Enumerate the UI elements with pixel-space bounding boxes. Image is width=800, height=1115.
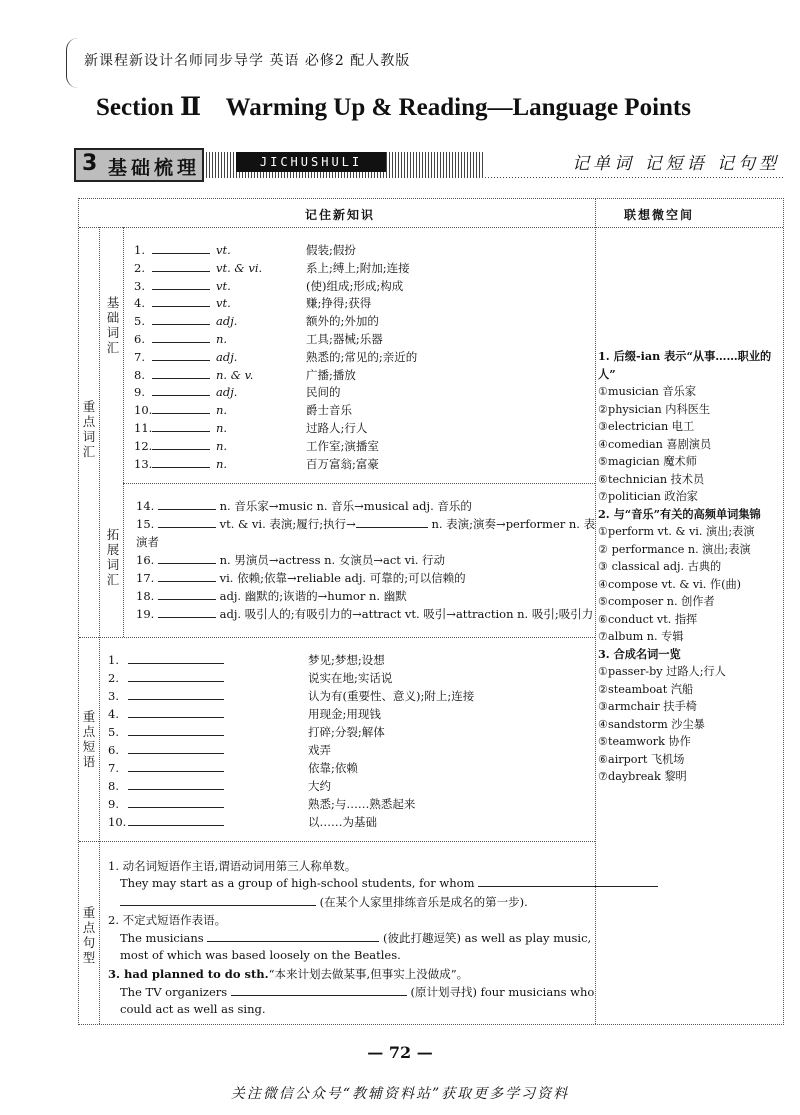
side-note-item: ①perform vt. & vi. 演出;表演 [598, 525, 755, 538]
basic-word-row [134, 384, 341, 400]
section-banner [74, 148, 784, 186]
part-of-speech: n. [216, 438, 228, 453]
item-number: 4. [108, 707, 119, 721]
word-meaning: 系上;缚上;附加;连接 [306, 260, 410, 275]
answer-blank[interactable] [152, 457, 210, 468]
side-note-item: ⑦politician 政治家 [598, 490, 698, 503]
part-of-speech: adj. [216, 385, 238, 400]
side-note-item: ①passer-by 过路人;行人 [598, 665, 726, 678]
side-note-item: ⑥conduct vt. 指挥 [598, 612, 698, 626]
footer-notice: 关注微信公众号“教辅资料站”获取更多学习资料 [230, 1086, 570, 1102]
side-note-item: ⑤teamwork 协作 [598, 735, 691, 748]
book-title: 新课程新设计名师同步导学 英语 必修2 配人教版 [84, 53, 411, 69]
item-number: 7. [134, 349, 145, 364]
answer-blank[interactable] [128, 743, 224, 754]
answer-blank[interactable] [207, 931, 379, 942]
phrase-row [108, 796, 415, 812]
phrase-row [108, 724, 385, 740]
answer-blank[interactable] [152, 368, 210, 379]
sentence-2-title: 2. 不定式短语作表语。 [108, 913, 227, 927]
answer-blank[interactable] [128, 689, 224, 700]
col-header-main: 记住新知识 [305, 208, 376, 222]
side-note-item: ③electrician 电工 [598, 420, 695, 433]
answer-blank[interactable] [128, 725, 224, 736]
item-number: 4. [134, 296, 145, 311]
side-note-item: ④comedian 喜剧演员 [598, 437, 712, 451]
basic-word-row [134, 278, 403, 294]
phrase-row [108, 814, 377, 830]
phrase-row [108, 688, 474, 704]
phrase-meaning: 以……为基础 [308, 815, 377, 829]
word-meaning: 赚;挣得;获得 [306, 296, 372, 311]
banner-pinyin: JICHUSHULI [236, 152, 386, 172]
phrase-meaning: 打碎;分裂;解体 [308, 725, 385, 739]
side-note-item: ①musician 音乐家 [598, 385, 697, 398]
side-note-item: ③ classical adj. 古典的 [598, 560, 722, 573]
answer-blank[interactable] [152, 279, 210, 290]
answer-blank[interactable] [158, 607, 216, 618]
phrase-meaning: 说实在地;实话说 [308, 671, 393, 685]
item-number: 8. [134, 367, 145, 382]
answer-blank[interactable] [128, 815, 224, 826]
part-of-speech: vt. [216, 296, 231, 311]
word-meaning: (使)组成;形成;构成 [306, 278, 404, 293]
item-number: 7. [108, 761, 119, 775]
ext-word-16: 16. n. 男演员→actress n. 女演员→act vi. 行动 [136, 553, 446, 567]
answer-blank[interactable] [152, 332, 210, 343]
basic-word-row [134, 313, 379, 329]
label-key-sentences: 重点句型 [82, 905, 96, 965]
side-note-item: ③armchair 扶手椅 [598, 700, 697, 713]
item-number: 3. [134, 278, 145, 293]
side-note-item: ②physician 内科医生 [598, 402, 711, 416]
item-number: 2. [108, 671, 119, 685]
word-meaning: 额外的;外加的 [306, 314, 379, 329]
sentence-1-title: 1. 动名词短语作主语,谓语动词用第三人称单数。 [108, 859, 357, 873]
sentence-3-line2: could act as well as sing. [120, 1002, 266, 1016]
phrase-meaning: 依靠;依赖 [308, 761, 358, 775]
side-note-item: ⑤magician 魔术师 [598, 455, 697, 468]
answer-blank[interactable] [158, 571, 216, 582]
part-of-speech: n. [216, 332, 228, 346]
side-note-item: ② performance n. 演出;表演 [598, 542, 751, 556]
answer-blank[interactable] [152, 421, 210, 432]
sentence-2-line1: The musicians (彼此打趣逗笑) as well as play music, [120, 931, 592, 945]
item-number: 10. [134, 403, 153, 418]
word-meaning: 百万富翁;富豪 [306, 456, 379, 471]
item-number: 5. [134, 314, 145, 329]
label-ext-vocab: 拓展词汇 [106, 527, 120, 587]
answer-blank[interactable] [152, 261, 210, 272]
side-note-item: ②steamboat 汽船 [598, 682, 694, 696]
ext-word-14: 14. n. 音乐家→music n. 音乐→musical adj. 音乐的 [136, 499, 472, 513]
answer-blank[interactable] [152, 385, 210, 396]
phrase-meaning: 戏弄 [308, 743, 331, 757]
item-number: 13. [134, 456, 153, 471]
page-number: — 72 — [367, 1043, 433, 1062]
answer-blank[interactable] [128, 797, 224, 808]
word-meaning: 民间的 [306, 385, 341, 400]
item-number: 6. [108, 743, 119, 757]
answer-blank[interactable] [128, 653, 224, 664]
phrase-row [108, 760, 358, 776]
part-of-speech: vt. [216, 278, 231, 293]
ext-word-15-cont: 演者 [136, 535, 159, 549]
sentence-2-line2: most of which was based loosely on the Beatles. [120, 948, 401, 962]
basic-word-row [134, 367, 356, 383]
answer-blank[interactable] [152, 314, 210, 325]
basic-word-row [134, 402, 352, 418]
item-number: 8. [108, 779, 119, 793]
basic-word-row [134, 242, 356, 258]
banner-subtitle: 记单词 记短语 记句型 [484, 151, 784, 177]
answer-blank[interactable] [128, 761, 224, 772]
phrase-meaning: 用现金;用现钱 [308, 707, 381, 721]
word-meaning: 假装;假扮 [306, 243, 356, 257]
basic-word-row [134, 331, 383, 347]
answer-blank[interactable] [478, 876, 658, 887]
part-of-speech: n. & v. [216, 367, 254, 382]
word-meaning: 过路人;行人 [306, 421, 368, 435]
side-note-item: ⑦daybreak 黎明 [598, 770, 687, 783]
sentence-3-line1: The TV organizers (原计划寻找) four musicians who [120, 985, 595, 999]
section-title: Section Ⅱ Warming Up & Reading—Language Points [96, 94, 691, 121]
word-meaning: 熟悉的;常见的;亲近的 [306, 349, 418, 364]
ext-word-19: 19. adj. 吸引人的;有吸引力的→attract vt. 吸引→attraction n. 吸引;吸引力 [136, 607, 594, 621]
side-note-item: ④compose vt. & vi. 作(曲) [598, 577, 742, 591]
side-note-heading: 1. 后缀-ian 表示“从事……职业的人” [598, 349, 772, 381]
banner-title: 基础梳理 [108, 157, 201, 179]
answer-blank[interactable] [231, 985, 407, 996]
label-key-vocab: 重点词汇 [82, 399, 96, 459]
side-note-item: ⑥technician 技术员 [598, 472, 705, 486]
ext-word-15: 15. vt. & vi. 表演;履行;执行→ n. 表演;演奏→performer n. 表 [136, 517, 596, 531]
side-note-item: ⑦album n. 专辑 [598, 630, 684, 643]
phrase-row [108, 652, 385, 668]
word-meaning: 工具;器械;乐器 [306, 332, 383, 346]
side-notes [598, 348, 778, 786]
answer-blank[interactable] [152, 403, 210, 414]
basic-word-row [134, 295, 371, 311]
basic-word-row [134, 456, 379, 472]
item-number: 5. [108, 725, 119, 739]
phrase-meaning: 熟悉;与……熟悉起来 [308, 797, 416, 811]
answer-blank[interactable] [152, 350, 210, 361]
item-number: 12. [134, 438, 153, 453]
side-note-heading: 2. 与“音乐”有关的高频单词集锦 [598, 506, 761, 521]
item-number: 1. [134, 243, 145, 257]
item-number: 3. [108, 689, 119, 703]
item-number: 6. [134, 332, 145, 346]
answer-blank[interactable] [152, 296, 210, 307]
item-number: 2. [134, 260, 145, 275]
item-number: 10. [108, 815, 127, 829]
sentence-1-line2: (在某个人家里排练音乐是成名的第一步). [120, 894, 528, 910]
col-header-side: 联想微空间 [624, 208, 695, 222]
answer-blank[interactable] [356, 517, 428, 528]
side-note-item: ⑥airport 飞机场 [598, 752, 685, 766]
side-note-item: ④sandstorm 沙尘暴 [598, 717, 705, 731]
answer-blank[interactable] [128, 707, 224, 718]
answer-blank[interactable] [128, 671, 224, 682]
answer-blank[interactable] [128, 779, 224, 790]
sentence-1-line1: They may start as a group of high-school students, for whom [120, 876, 658, 890]
banner-number: 3 [82, 151, 98, 176]
part-of-speech: n. [216, 456, 228, 471]
word-meaning: 爵士音乐 [306, 403, 352, 418]
side-note-item: ⑤composer n. 创作者 [598, 595, 715, 608]
banner-label-box [74, 148, 204, 182]
item-number: 9. [108, 797, 119, 811]
part-of-speech: adj. [216, 349, 238, 364]
item-number: 11. [134, 421, 153, 435]
basic-word-row [134, 260, 410, 276]
basic-word-row [134, 438, 379, 454]
word-meaning: 工作室;演播室 [306, 438, 379, 453]
ext-word-18: 18. adj. 幽默的;诙谐的→humor n. 幽默 [136, 589, 407, 603]
answer-blank[interactable] [158, 553, 216, 564]
label-key-phrases: 重点短语 [82, 709, 96, 769]
phrase-meaning: 梦见;梦想;设想 [308, 653, 385, 667]
word-meaning: 广播;播放 [306, 367, 356, 382]
answer-blank[interactable] [152, 243, 210, 254]
answer-blank[interactable] [120, 895, 316, 906]
part-of-speech: adj. [216, 314, 238, 329]
basic-word-row [134, 420, 367, 436]
part-of-speech: vt. & vi. [216, 260, 263, 275]
sentence-3-title: 3. had planned to do sth.“本来计划去做某事,但事实上没做成”。 [108, 967, 469, 981]
answer-blank[interactable] [158, 499, 216, 510]
part-of-speech: n. [216, 403, 228, 418]
phrase-row [108, 778, 331, 794]
answer-blank[interactable] [152, 439, 210, 450]
part-of-speech: vt. [216, 243, 231, 257]
answer-blank[interactable] [158, 517, 216, 528]
label-basic-vocab: 基础词汇 [106, 295, 120, 355]
phrase-meaning: 大约 [308, 779, 331, 793]
ext-word-17: 17. vi. 依赖;依靠→reliable adj. 可靠的;可以信赖的 [136, 571, 466, 585]
item-number: 9. [134, 385, 145, 400]
part-of-speech: n. [216, 421, 228, 435]
basic-word-row [134, 349, 417, 365]
answer-blank[interactable] [158, 589, 216, 600]
item-number: 1. [108, 653, 119, 667]
phrase-row [108, 742, 331, 758]
phrase-row [108, 706, 381, 722]
page-bracket [66, 38, 79, 88]
phrase-meaning: 认为有(重要性、意义);附上;连接 [308, 689, 475, 703]
side-note-heading: 3. 合成名词一览 [598, 646, 681, 661]
phrase-row [108, 670, 392, 686]
